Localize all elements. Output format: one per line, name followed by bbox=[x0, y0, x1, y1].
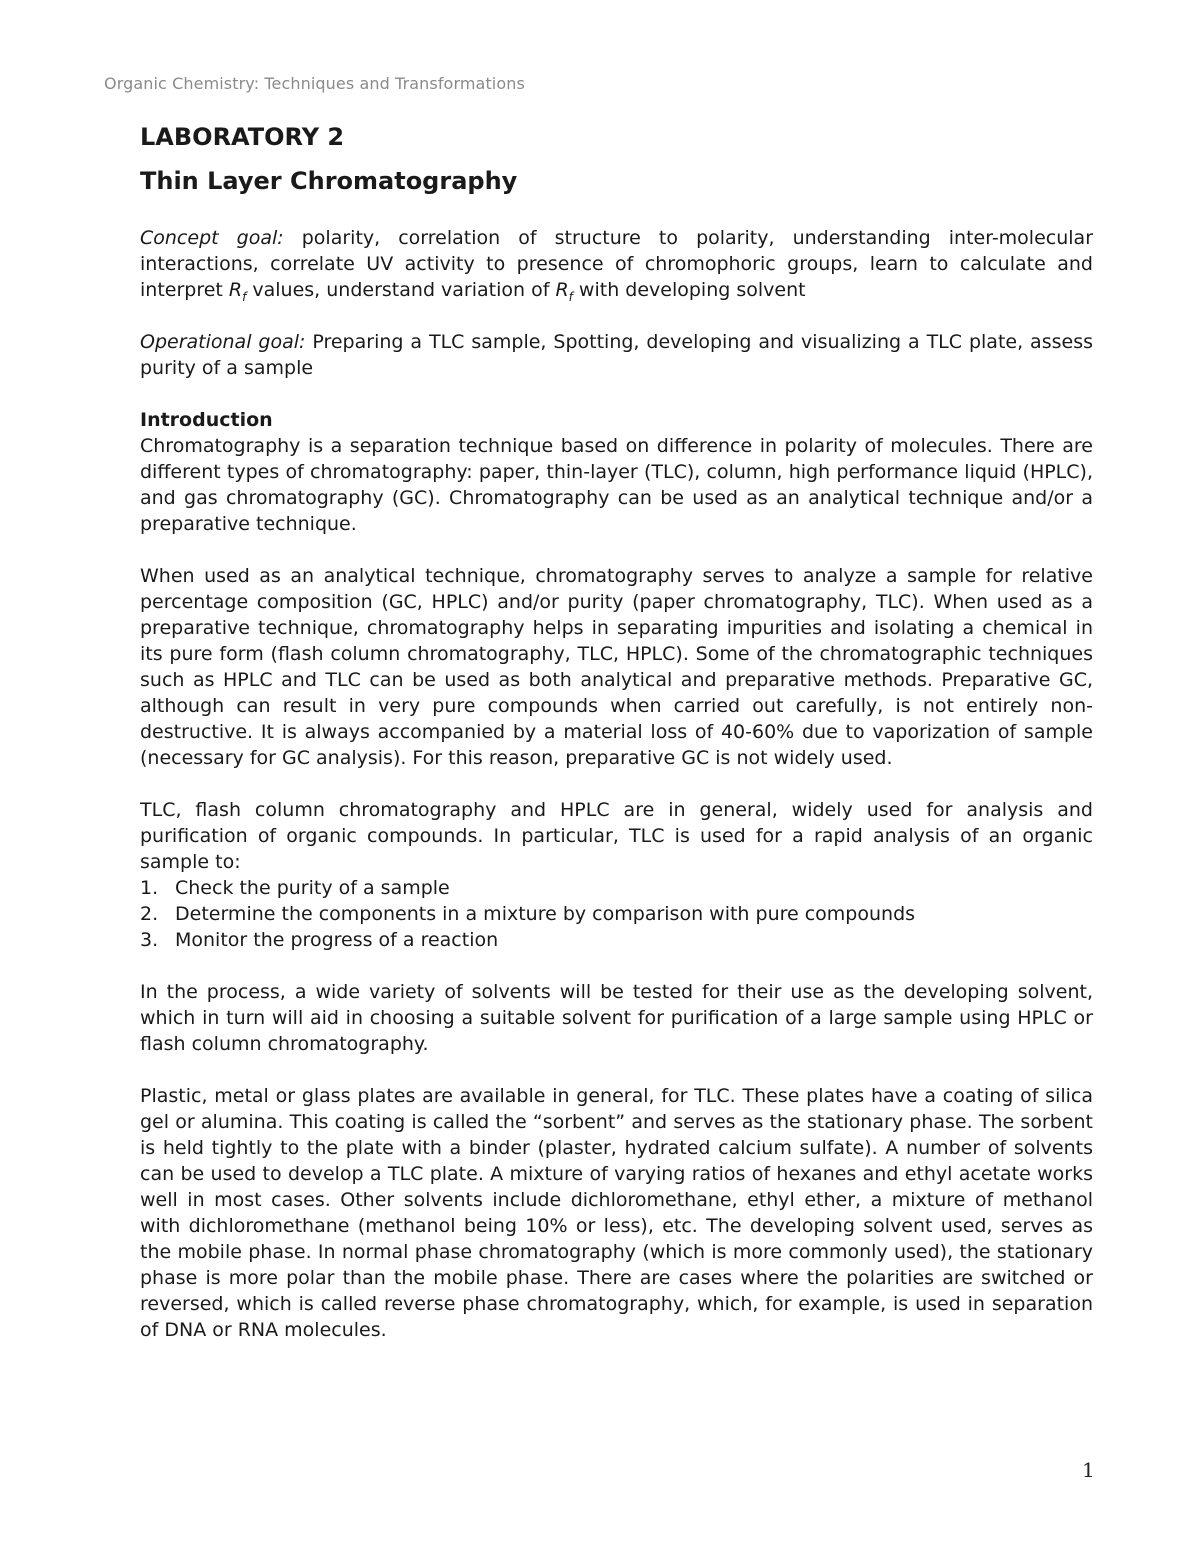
intro-paragraph: When used as an analytical technique, chromatography serves to analyze a sample for relative percentage composition (GC, HPLC) and/or purity (paper chromatography, TLC). When used as a preparative technique, chromatography helps in separating impurities and isolating a chemical in its pure form (flash column chromatography, TLC, HPLC). Some of the chromatographic techniques such as HPLC and TLC can be used as both analytical and preparative methods. Preparative GC, although can result in very pure compounds when carried out carefully, is not entirely non-destructive. It is always accompanied by a material loss of 40-60% due to vaporization of sample (necessary for GC analysis). For this reason, preparative GC is not widely used. bbox=[140, 565, 1093, 769]
intro-paragraph: Chromatography is a separation technique based on difference in polarity of molecules. There are different types of chromatography: paper, thin-layer (TLC), column, high performance liquid (HPLC), and gas chromatography (GC). Chromatography can be used as an analytical technique and/or a preparative technique. bbox=[140, 435, 1093, 535]
intro-paragraph: TLC, flash column chromatography and HPLC are in general, widely used for analysis and purification of organic compounds. In particular, TLC is used for a rapid analysis of an organic sample to: bbox=[140, 799, 1093, 873]
operational-goal bbox=[140, 329, 1093, 381]
concept-goal-text: values, understand variation of bbox=[246, 279, 556, 301]
list-item-number: 1. bbox=[140, 877, 159, 899]
lab-title: Thin Layer Chromatography bbox=[140, 167, 518, 195]
lab-number: LABORATORY 2 bbox=[140, 123, 345, 151]
concept-goal-text: polarity, correlation of structure to polarity, understanding inter-molecular interactions, correlate UV activity to presence of chromophoric groups, learn to calculate and interpret bbox=[140, 227, 1094, 301]
list-item-number: 2. bbox=[140, 903, 159, 925]
rf-symbol: $R_f$ bbox=[555, 279, 573, 304]
list-item-text: Determine the components in a mixture by comparison with pure compounds bbox=[175, 903, 916, 925]
concept-goal bbox=[140, 225, 1093, 303]
concept-goal-label: Concept goal: bbox=[140, 227, 284, 249]
list-item-text: Check the purity of a sample bbox=[175, 877, 450, 899]
operational-goal-label: Operational goal: bbox=[140, 331, 306, 353]
tlc-uses-list bbox=[140, 875, 1093, 953]
rf-symbol: $R_f$ bbox=[228, 279, 247, 304]
intro-paragraph: In the process, a wide variety of solvents will be tested for their use as the developing solvent, which in turn will aid in choosing a suitable solvent for purification of a large sample using HPLC or flash column chromatography. bbox=[140, 981, 1093, 1055]
introduction-heading: Introduction bbox=[140, 409, 273, 431]
list-item bbox=[140, 875, 1093, 901]
operational-goal-text: Preparing a TLC sample, Spotting, developing and visualizing a TLC plate, assess purity of a sample bbox=[140, 331, 1093, 379]
page-number: 1 bbox=[1082, 1458, 1095, 1482]
list-item bbox=[140, 927, 1093, 953]
running-header: Organic Chemistry: Techniques and Transformations bbox=[104, 74, 525, 93]
intro-paragraph: Plastic, metal or glass plates are available in general, for TLC. These plates have a coating of silica gel or alumina. This coating is called the “sorbent” and serves as the stationary phase. The sorbent is held tightly to the plate with a binder (plaster, hydrated calcium sulfate). A number of solvents can be used to develop a TLC plate. A mixture of varying ratios of hexanes and ethyl acetate works well in most cases. Other solvents include dichloromethane, ethyl ether, a mixture of methanol with dichloromethane (methanol being 10% or less), etc. The developing solvent used, serves as the mobile phase. In normal phase chromatography (which is more commonly used), the stationary phase is more polar than the mobile phase. There are cases where the polarities are switched or reversed, which is called reverse phase chromatography, which, for example, is used in separation of DNA or RNA molecules. bbox=[140, 1085, 1093, 1341]
list-item bbox=[140, 901, 1093, 927]
concept-goal-text: with developing solvent bbox=[572, 279, 806, 301]
list-item-text: Monitor the progress of a reaction bbox=[175, 929, 499, 951]
document-body bbox=[140, 120, 1093, 1343]
list-item-number: 3. bbox=[140, 929, 159, 951]
